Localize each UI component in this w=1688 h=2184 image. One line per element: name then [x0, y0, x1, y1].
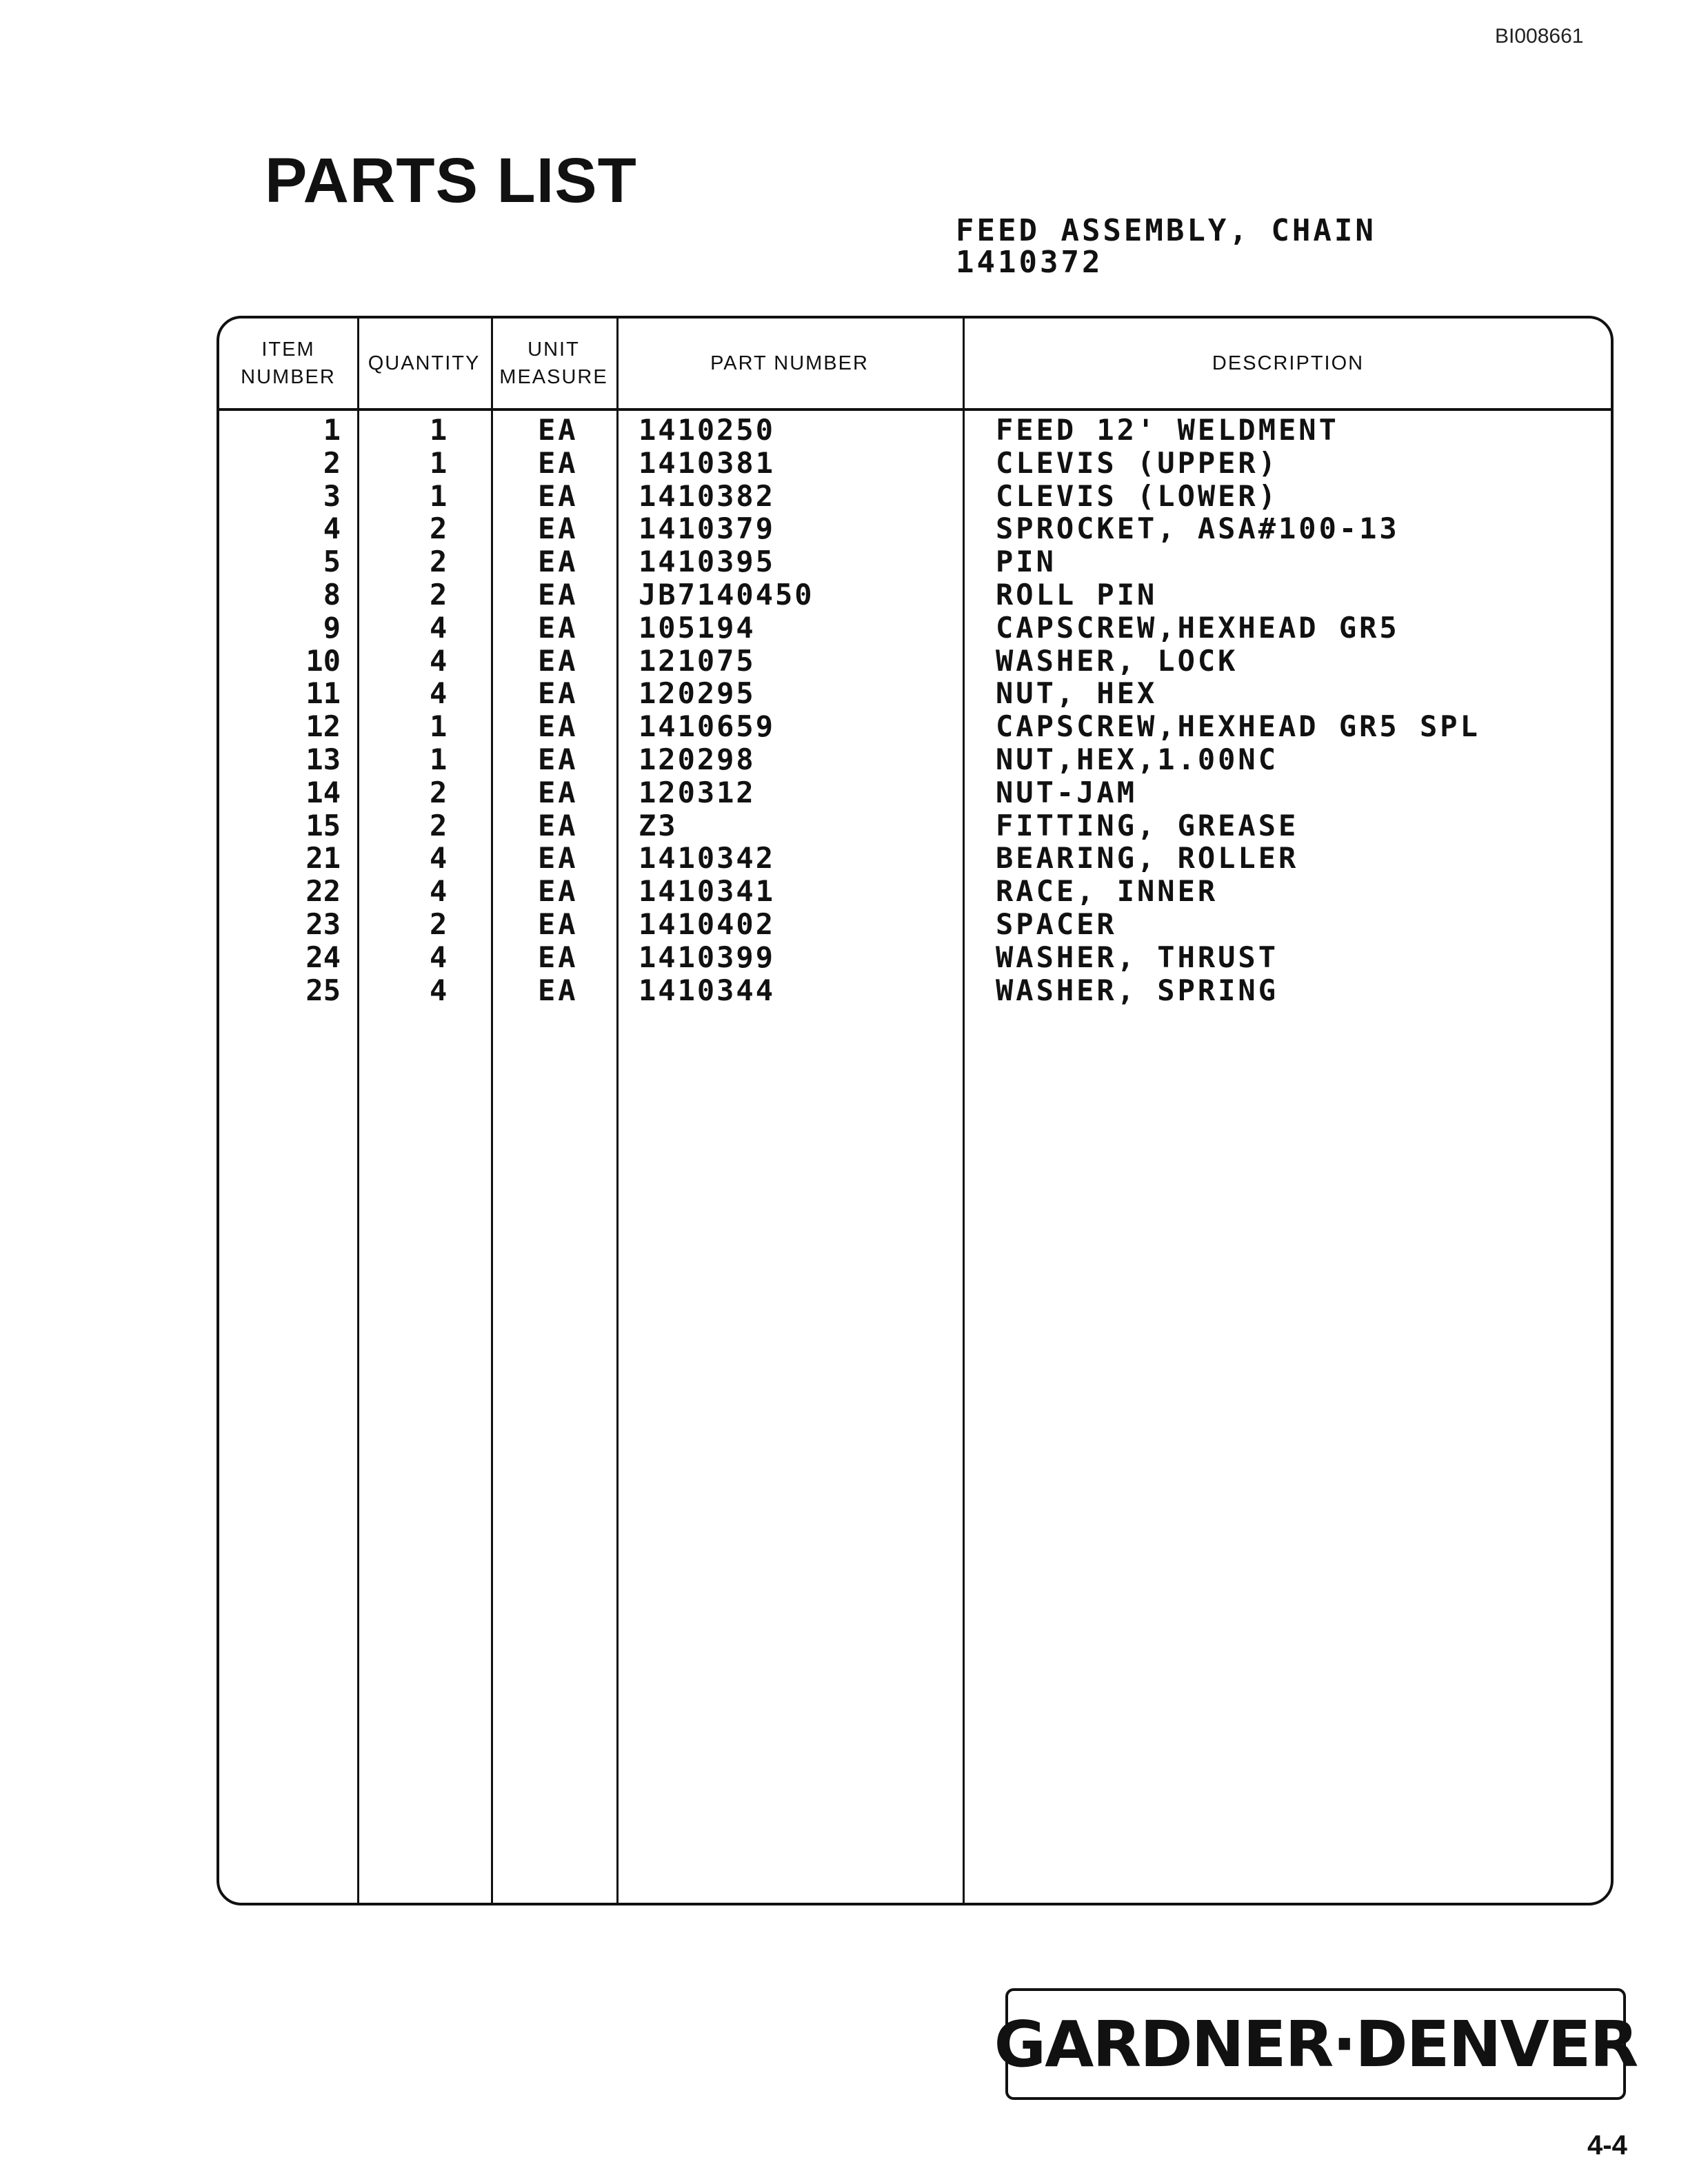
- header-item-line1: ITEM: [261, 338, 315, 361]
- header-item-line2: NUMBER: [241, 366, 336, 388]
- part-number: JB7140450: [639, 577, 814, 611]
- table-row: [219, 645, 1611, 678]
- table-row: [219, 974, 1611, 1007]
- item-number: 25: [305, 973, 341, 1007]
- quantity: 2: [430, 545, 448, 579]
- item-number: 2: [323, 445, 341, 480]
- quantity: 2: [430, 512, 448, 546]
- description: SPACER: [996, 907, 1117, 941]
- item-number: 4: [323, 512, 341, 546]
- quantity: 4: [430, 643, 448, 678]
- description: ROLL PIN: [996, 577, 1158, 611]
- item-number: 22: [305, 874, 341, 909]
- unit-measure: EA: [538, 841, 579, 876]
- part-number: 1410250: [639, 413, 776, 447]
- table-row: [219, 710, 1611, 743]
- description: WASHER, SPRING: [996, 973, 1279, 1007]
- description: CLEVIS (LOWER): [996, 478, 1279, 513]
- description: RACE, INNER: [996, 874, 1218, 909]
- unit-measure: EA: [538, 775, 579, 809]
- table-row: [219, 941, 1611, 974]
- assembly-subtitle: [956, 215, 1376, 279]
- header-part-number: [616, 318, 963, 408]
- description: CLEVIS (UPPER): [996, 445, 1279, 480]
- unit-measure: EA: [538, 577, 579, 611]
- description: BEARING, ROLLER: [996, 841, 1299, 876]
- description: PIN: [996, 545, 1056, 579]
- unit-measure: EA: [538, 610, 579, 645]
- table-row: [219, 414, 1611, 447]
- table-row: [219, 842, 1611, 875]
- page-number: 4-4: [1587, 2130, 1627, 2161]
- quantity: 4: [430, 940, 448, 974]
- quantity: 4: [430, 973, 448, 1007]
- table-row: [219, 545, 1611, 578]
- unit-measure: EA: [538, 413, 579, 447]
- table-row: [219, 677, 1611, 710]
- table-row: [219, 908, 1611, 941]
- item-number: 5: [323, 545, 341, 579]
- quantity: 4: [430, 676, 448, 711]
- part-number: 1410395: [639, 545, 776, 579]
- quantity: 2: [430, 907, 448, 941]
- description: CAPSCREW,HEXHEAD GR5 SPL: [996, 709, 1480, 744]
- item-number: 8: [323, 577, 341, 611]
- table-row: [219, 776, 1611, 809]
- part-number: 1410402: [639, 907, 776, 941]
- item-number: 23: [305, 907, 341, 941]
- quantity: 4: [430, 610, 448, 645]
- quantity: 1: [430, 742, 448, 776]
- part-number: 1410341: [639, 874, 776, 909]
- table-row: [219, 578, 1611, 611]
- part-number: 1410342: [639, 841, 776, 876]
- description: NUT-JAM: [996, 775, 1138, 809]
- header-divider: [219, 408, 1611, 411]
- table-row: [219, 512, 1611, 545]
- unit-measure: EA: [538, 512, 579, 546]
- header-quantity-label: QUANTITY: [368, 352, 481, 374]
- item-number: 11: [305, 676, 341, 711]
- item-number: 1: [323, 413, 341, 447]
- unit-measure: EA: [538, 940, 579, 974]
- quantity: 1: [430, 709, 448, 744]
- header-part-number-label: PART NUMBER: [710, 352, 869, 374]
- description: FEED 12' WELDMENT: [996, 413, 1339, 447]
- item-number: 3: [323, 478, 341, 513]
- part-number: 105194: [639, 610, 756, 645]
- header-description: [963, 318, 1614, 408]
- part-number: 1410659: [639, 709, 776, 744]
- part-number: 120312: [639, 775, 756, 809]
- table-row: [219, 743, 1611, 776]
- part-number: Z3: [639, 808, 678, 842]
- part-number: 1410382: [639, 478, 776, 513]
- quantity: 2: [430, 775, 448, 809]
- parts-table: [217, 316, 1614, 1905]
- header-unit-measure: [491, 318, 616, 408]
- item-number: 14: [305, 775, 341, 809]
- quantity: 1: [430, 413, 448, 447]
- quantity: 1: [430, 478, 448, 513]
- header-item-number: [219, 318, 357, 408]
- unit-measure: EA: [538, 478, 579, 513]
- description: WASHER, LOCK: [996, 643, 1238, 678]
- table-row: [219, 875, 1611, 908]
- assembly-name: FEED ASSEMBLY, CHAIN: [956, 213, 1376, 248]
- part-number: 121075: [639, 643, 756, 678]
- part-number: 1410381: [639, 445, 776, 480]
- header-description-label: DESCRIPTION: [1212, 352, 1365, 374]
- page-title: PARTS LIST: [265, 145, 637, 216]
- table-row: [219, 447, 1611, 480]
- unit-measure: EA: [538, 676, 579, 711]
- quantity: 4: [430, 841, 448, 876]
- table-row: [219, 611, 1611, 645]
- document-id: BI008661: [1495, 25, 1584, 48]
- item-number: 24: [305, 940, 341, 974]
- part-number: 1410399: [639, 940, 776, 974]
- unit-measure: EA: [538, 907, 579, 941]
- item-number: 15: [305, 808, 341, 842]
- description: NUT, HEX: [996, 676, 1158, 711]
- part-number: 120298: [639, 742, 756, 776]
- item-number: 9: [323, 610, 341, 645]
- part-number: 120295: [639, 676, 756, 711]
- description: CAPSCREW,HEXHEAD GR5: [996, 610, 1400, 645]
- table-body: [219, 414, 1611, 1007]
- unit-measure: EA: [538, 709, 579, 744]
- header-unit-line1: UNIT: [528, 338, 580, 361]
- table-row: [219, 480, 1611, 513]
- item-number: 21: [305, 841, 341, 876]
- part-number: 1410344: [639, 973, 776, 1007]
- header-unit-line2: MEASURE: [499, 366, 608, 388]
- quantity: 1: [430, 445, 448, 480]
- unit-measure: EA: [538, 545, 579, 579]
- quantity: 2: [430, 577, 448, 611]
- quantity: 2: [430, 808, 448, 842]
- unit-measure: EA: [538, 808, 579, 842]
- item-number: 13: [305, 742, 341, 776]
- table-row: [219, 809, 1611, 842]
- description: FITTING, GREASE: [996, 808, 1299, 842]
- brand-logo-box: [994, 1988, 1638, 2100]
- header-quantity: [357, 318, 491, 408]
- unit-measure: EA: [538, 973, 579, 1007]
- description: SPROCKET, ASA#100-13: [996, 512, 1400, 546]
- item-number: 12: [305, 709, 341, 744]
- unit-measure: EA: [538, 445, 579, 480]
- brand-logo: GARDNER·DENVER: [994, 2007, 1638, 2081]
- quantity: 4: [430, 874, 448, 909]
- description: NUT,HEX,1.00NC: [996, 742, 1279, 776]
- unit-measure: EA: [538, 643, 579, 678]
- description: WASHER, THRUST: [996, 940, 1279, 974]
- assembly-number: 1410372: [956, 245, 1103, 280]
- part-number: 1410379: [639, 512, 776, 546]
- unit-measure: EA: [538, 874, 579, 909]
- item-number: 10: [305, 643, 341, 678]
- unit-measure: EA: [538, 742, 579, 776]
